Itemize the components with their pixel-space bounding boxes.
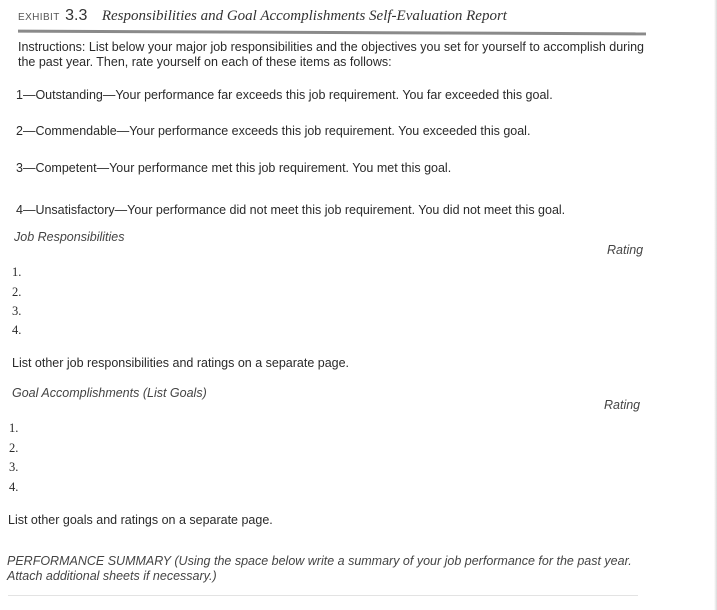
- job-responsibilities-heading: Job Responsibilities: [14, 230, 125, 244]
- responsibilities-rating-label: Rating: [607, 243, 644, 257]
- exhibit-label: EXHIBIT: [18, 12, 60, 23]
- summary-writing-line[interactable]: [8, 595, 638, 596]
- goal-line-3[interactable]: 3.: [9, 460, 19, 474]
- title-rule: [18, 30, 646, 36]
- instructions-text: Instructions: List below your major job responsibilities and the objectives you set for yourself to accomplish during the past year. Then, rate yourself on each of these items as follows:: [18, 40, 645, 69]
- goals-rating-label: Rating: [604, 398, 641, 412]
- goal-line-4[interactable]: 4.: [9, 480, 19, 494]
- exhibit-number: 3.3: [65, 7, 88, 24]
- performance-summary-prompt: PERFORMANCE SUMMARY (Using the space below write a summary of your job performance for the past year. Attach additional sheets if necessary.): [7, 554, 632, 583]
- goal-line-2[interactable]: 2.: [9, 441, 19, 455]
- responsibility-line-4[interactable]: 4.: [12, 323, 22, 337]
- scale-item-outstanding: 1—Outstanding—Your performance far exceeds this job requirement. You far exceeded this goal.: [16, 88, 553, 102]
- goals-note: List other goals and ratings on a separate page.: [8, 513, 273, 527]
- responsibility-line-1[interactable]: 1.: [12, 265, 22, 279]
- goal-accomplishments-heading: Goal Accomplishments (List Goals): [12, 386, 207, 400]
- goal-line-1[interactable]: 1.: [9, 421, 19, 435]
- responsibilities-note: List other job responsibilities and ratings on a separate page.: [12, 356, 350, 370]
- exhibit-title: Responsibilities and Goal Accomplishments Self-Evaluation Report: [101, 8, 507, 24]
- exhibit-header: [18, 7, 646, 25]
- scale-item-unsatisfactory: 4—Unsatisfactory—Your performance did not meet this job requirement. You did not meet this goal.: [16, 203, 566, 217]
- responsibility-line-3[interactable]: 3.: [12, 304, 22, 318]
- scale-item-commendable: 2—Commendable—Your performance exceeds this job requirement. You exceeded this goal.: [16, 124, 531, 138]
- responsibility-line-2[interactable]: 2.: [12, 285, 22, 299]
- scale-item-competent: 3—Competent—Your performance met this job requirement. You met this goal.: [16, 161, 452, 175]
